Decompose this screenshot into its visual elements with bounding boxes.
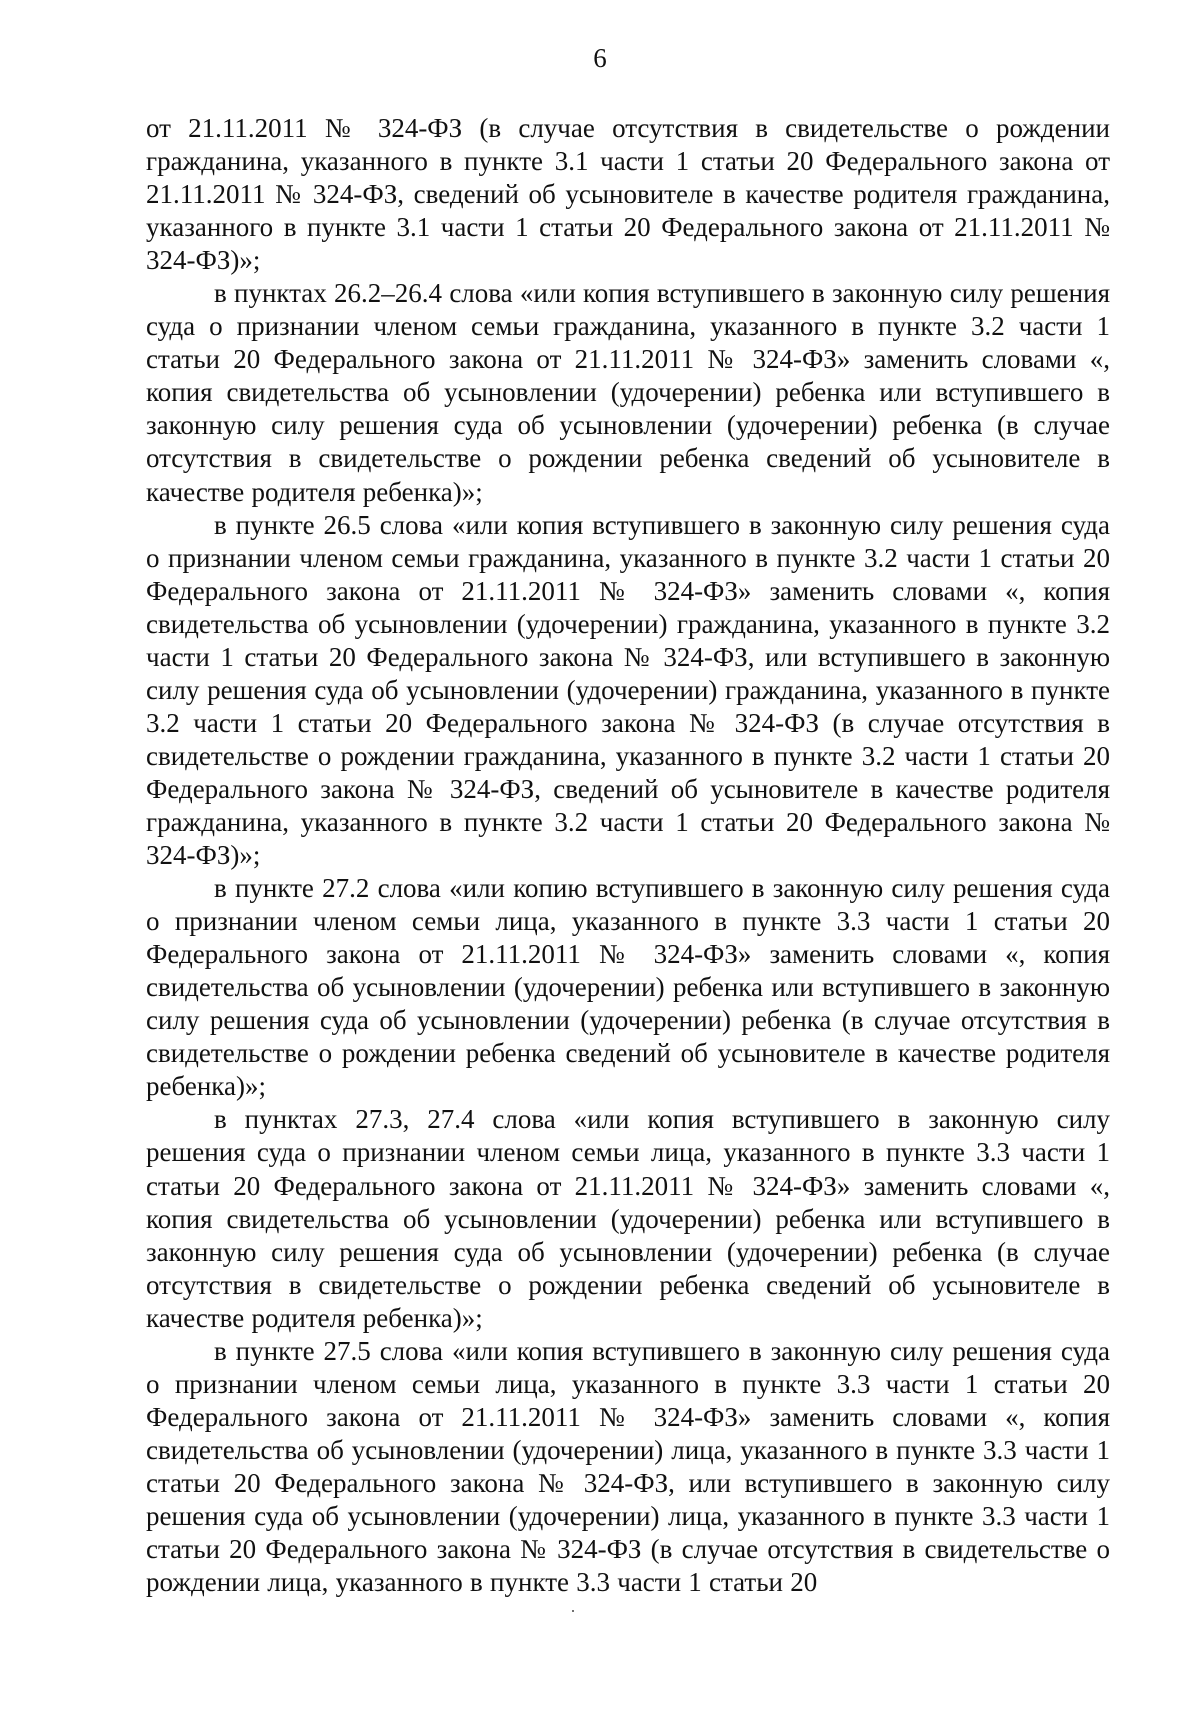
document-body [146, 112, 1110, 1599]
paragraph-item-27-5: в пункте 27.5 слова «или копия вступившего в законную силу решения суда о признании членом семьи лица, указанного в пункте 3.3 части 1 статьи 20 Федерального закона от 21.11.2011 № 324-ФЗ» заменить словами «, копия свидетельства об усыновлении (удочерении) лица, указанного в пункте 3.3 части 1 статьи 20 Федерального закона № 324-ФЗ, или вступившего в законную силу решения суда об усыновлении (удочерении) лица, указанного в пункте 3.3 части 1 статьи 20 Федерального закона № 324-ФЗ (в случае отсутствия в свидетельстве о рождении лица, указанного в пункте 3.3 части 1 статьи 20 [146, 1335, 1110, 1598]
scan-speck [572, 1610, 574, 1612]
paragraph-item-26-5: в пункте 26.5 слова «или копия вступившего в законную силу решения суда о признании членом семьи гражданина, указанного в пункте 3.2 части 1 статьи 20 Федерального закона от 21.11.2011 № 324-ФЗ» заменить словами «, копия свидетельства об усыновлении (удочерении) гражданина, указанного в пункте 3.2 части 1 статьи 20 Федерального закона № 324-ФЗ, или вступившего в законную силу решения суда об усыновлении (удочерении) гражданина, указанного в пункте 3.2 части 1 статьи 20 Федерального закона № 324-ФЗ (в случае отсутствия в свидетельстве о рождении гражданина, указанного в пункте 3.2 части 1 статьи 20 Федерального закона № 324-ФЗ, сведений об усыновителе в качестве родителя гражданина, указанного в пункте 3.2 части 1 статьи 20 Федерального закона № 324-ФЗ)»; [146, 509, 1110, 871]
paragraph-item-27-2: в пункте 27.2 слова «или копию вступившего в законную силу решения суда о признании членом семьи лица, указанного в пункте 3.3 части 1 статьи 20 Федерального закона от 21.11.2011 № 324-ФЗ» заменить словами «, копия свидетельства об усыновлении (удочерении) ребенка или вступившего в законную силу решения суда об усыновлении (удочерении) ребенка (в случае отсутствия в свидетельстве о рождении ребенка сведений об усыновителе в качестве родителя ребенка)»; [146, 873, 1110, 1102]
paragraph-items-27-3-27-4: в пунктах 27.3, 27.4 слова «или копия вступившего в законную силу решения суда о признании членом семьи лица, указанного в пункте 3.3 части 1 статьи 20 Федерального закона от 21.11.2011 № 324-ФЗ» заменить словами «, копия свидетельства об усыновлении (удочерении) ребенка или вступившего в законную силу решения суда об усыновлении (удочерении) ребенка (в случае отсутствия в свидетельстве о рождении ребенка сведений об усыновителе в качестве родителя ребенка)»; [146, 1104, 1110, 1333]
page-number: 6 [593, 43, 607, 73]
paragraph-items-26-2-26-4: в пунктах 26.2–26.4 слова «или копия вступившего в законную силу решения суда о признании членом семьи гражданина, указанного в пункте 3.2 части 1 статьи 20 Федерального закона от 21.11.2011 № 324-ФЗ» заменить словами «, копия свидетельства об усыновлении (удочерении) ребенка или вступившего в законную силу решения суда об усыновлении (удочерении) ребенка (в случае отсутствия в свидетельстве о рождении ребенка сведений об усыновителе в качестве родителя ребенка)»; [146, 278, 1110, 507]
paragraph-continuation: от 21.11.2011 № 324-ФЗ (в случае отсутствия в свидетельстве о рождении гражданина, указанного в пункте 3.1 части 1 статьи 20 Федерального закона от 21.11.2011 № 324-ФЗ, сведений об усыновителе в качестве родителя гражданина, указанного в пункте 3.1 части 1 статьи 20 Федерального закона от 21.11.2011 № 324-ФЗ)»; [146, 113, 1110, 276]
